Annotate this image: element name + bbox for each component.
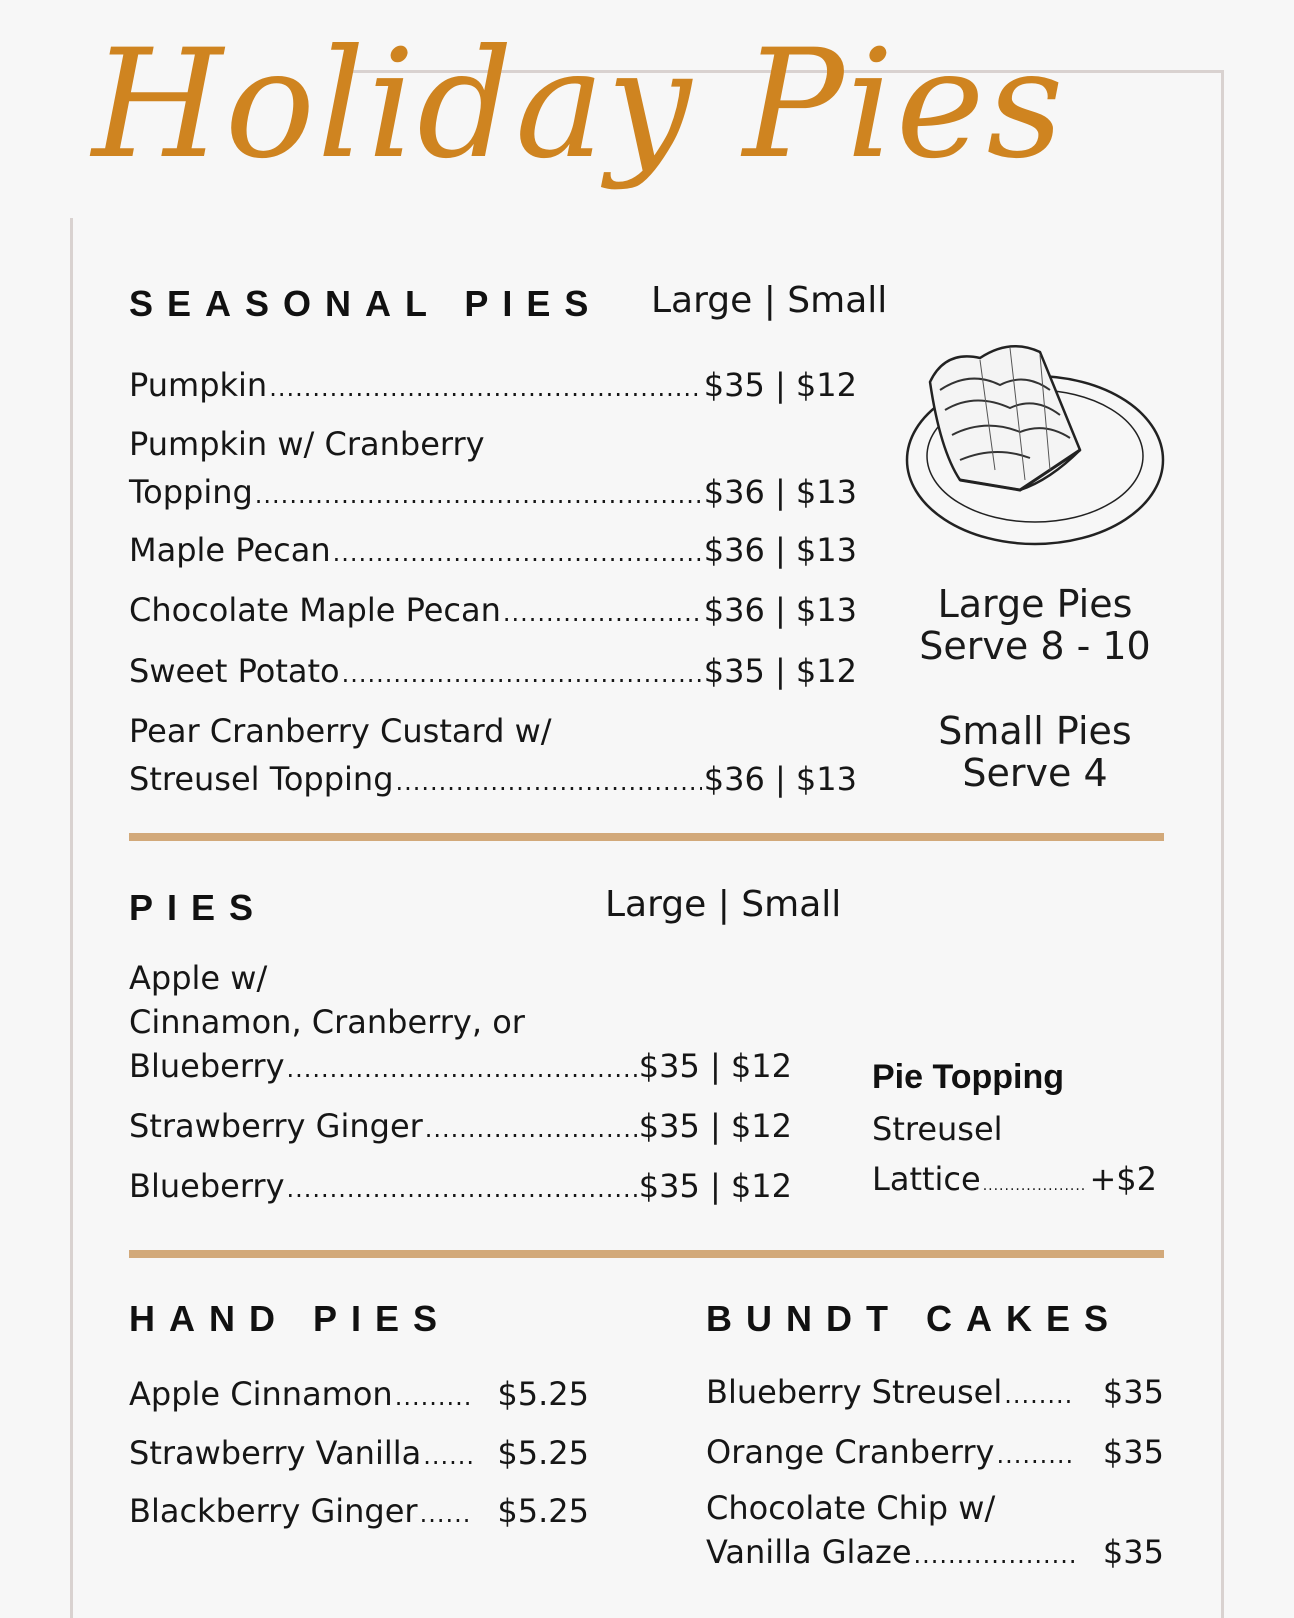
frame-right-line <box>1221 70 1224 1618</box>
item-name: Apple Cinnamon <box>129 1375 393 1413</box>
seasonal-pies-heading: SEASONAL PIES <box>129 283 603 324</box>
menu-item <box>129 1162 792 1213</box>
item-name-line: Cinnamon, Cranberry, or <box>129 1003 525 1041</box>
item-price: $36 | $13 <box>703 531 857 569</box>
item-name: Orange Cranberry <box>706 1433 995 1471</box>
seasonal-size-header: Large | Small <box>651 280 888 321</box>
frame-left-line <box>70 218 73 1618</box>
item-price: $35 <box>1102 1433 1164 1471</box>
item-name: Blackberry Ginger <box>129 1492 418 1530</box>
topping-option-lattice: Lattice ..... +$2 <box>872 1160 1157 1198</box>
pies-heading: PIES <box>129 887 268 928</box>
menu-item <box>706 1428 1164 1479</box>
menu-item <box>129 361 857 412</box>
item-price: $35 <box>1102 1533 1164 1571</box>
menu-item <box>129 526 857 577</box>
item-price: $35 | $12 <box>638 1167 792 1205</box>
pie-topping-title: Pie Topping <box>872 1058 1065 1096</box>
item-name: Blueberry <box>129 1167 285 1205</box>
item-name: Maple Pecan <box>129 531 331 569</box>
menu-item <box>129 1370 589 1421</box>
small-pies-serving: Small Pies Serve 4 <box>938 709 1132 795</box>
item-price: $36 | $13 <box>703 473 857 511</box>
item-name-line: Pear Cranberry Custard w/ <box>129 712 552 750</box>
item-name-line: Chocolate Chip w/ <box>706 1489 996 1527</box>
pie-slice-illustration <box>900 330 1170 560</box>
menu-item <box>129 956 792 1091</box>
menu-item <box>129 1102 792 1153</box>
item-name: Streusel Topping <box>129 760 394 798</box>
menu-item <box>129 420 857 519</box>
pies-size-header: Large | Small <box>605 884 842 925</box>
bundt-cakes-heading: BUNDT CAKES <box>706 1298 1123 1339</box>
item-price: $36 | $13 <box>703 591 857 629</box>
item-price: $36 | $13 <box>703 760 857 798</box>
item-name-line: Pumpkin w/ Cranberry <box>129 425 485 463</box>
item-price: $5.25 <box>497 1492 589 1530</box>
item-name: Blueberry <box>129 1047 285 1085</box>
item-price: $35 <box>1102 1373 1164 1411</box>
item-name: Topping <box>129 473 253 511</box>
item-price: $35 | $12 <box>638 1047 792 1085</box>
item-price: $35 | $12 <box>638 1107 792 1145</box>
item-name: Vanilla Glaze <box>706 1533 912 1571</box>
topping-option-streusel: Streusel <box>872 1110 1003 1148</box>
item-name-line: Apple w/ <box>129 959 268 997</box>
menu-item <box>129 1487 589 1538</box>
item-name: Blueberry Streusel <box>706 1373 1003 1411</box>
menu-item <box>706 1486 1164 1577</box>
menu-item <box>129 707 857 806</box>
menu-item <box>706 1368 1164 1419</box>
item-price: $5.25 <box>497 1434 589 1472</box>
menu-item <box>129 1429 589 1480</box>
item-name: Sweet Potato <box>129 652 340 690</box>
item-price: $5.25 <box>497 1375 589 1413</box>
item-name: Strawberry Vanilla <box>129 1434 422 1472</box>
large-pies-serving: Large Pies Serve 8 - 10 <box>919 582 1151 668</box>
item-name: Strawberry Ginger <box>129 1107 423 1145</box>
item-name: Pumpkin <box>129 366 268 404</box>
menu-item <box>129 647 857 698</box>
section-divider <box>129 1250 1164 1258</box>
item-price: $35 | $12 <box>703 652 857 690</box>
hand-pies-heading: HAND PIES <box>129 1298 452 1339</box>
item-name: Chocolate Maple Pecan <box>129 591 501 629</box>
menu-item <box>129 586 857 637</box>
section-divider <box>129 833 1164 841</box>
item-price: $35 | $12 <box>703 366 857 404</box>
menu-title: Holiday Pies <box>92 18 1066 192</box>
